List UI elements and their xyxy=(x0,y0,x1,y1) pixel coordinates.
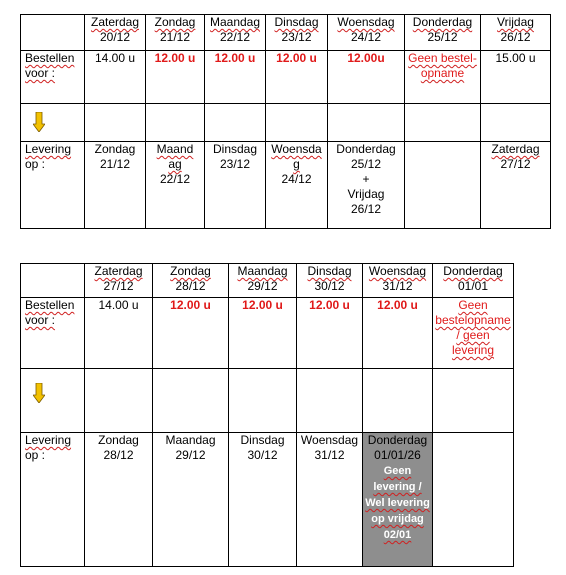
header-cell: Donderdag 25/12 xyxy=(405,15,481,51)
order-time: 12.00 u xyxy=(153,298,229,369)
header-cell: Vrijdag 26/12 xyxy=(481,15,551,51)
delivery-cell: Dinsdag 23/12 xyxy=(205,142,266,229)
header-cell: Zondag 21/12 xyxy=(146,15,205,51)
delivery-row xyxy=(21,142,551,229)
delivery-cell: Dinsdag 30/12 xyxy=(229,433,297,567)
down-arrow-icon xyxy=(33,112,45,132)
order-time: 12.00 u xyxy=(229,298,297,369)
order-time: 12.00 u xyxy=(266,51,328,104)
schedule-table-1 xyxy=(20,14,551,229)
order-row xyxy=(21,51,551,104)
arrow-row xyxy=(21,369,514,433)
header-cell: Donderdag 01/01 xyxy=(433,264,514,298)
order-time: 14.00 u xyxy=(85,51,146,104)
header-row xyxy=(21,15,551,51)
delivery-cell: Zondag 21/12 xyxy=(85,142,146,229)
order-time: 15.00 u xyxy=(481,51,551,104)
header-cell: Dinsdag 30/12 xyxy=(297,264,363,298)
delivery-cell: Woensda g 24/12 xyxy=(266,142,328,229)
header-row xyxy=(21,264,514,298)
header-cell: Woensdag 31/12 xyxy=(363,264,433,298)
header-cell: Zondag 28/12 xyxy=(153,264,229,298)
empty-corner-cell xyxy=(21,15,85,51)
delivery-cell-highlighted: Donderdag 01/01/26 Geen levering / Wel levering op vrijdag 02/01 xyxy=(363,433,433,567)
delivery-cell xyxy=(405,142,481,229)
header-cell: Maandag 29/12 xyxy=(229,264,297,298)
delivery-cell: Maandag 29/12 xyxy=(153,433,229,567)
down-arrow-icon xyxy=(33,383,45,403)
order-time: 12.00 u xyxy=(297,298,363,369)
delivery-cell: Donderdag 25/12 + Vrijdag 26/12 xyxy=(328,142,405,229)
order-time: 12.00u xyxy=(328,51,405,104)
delivery-cell: Woensdag 31/12 xyxy=(297,433,363,567)
order-time: 12.00 u xyxy=(363,298,433,369)
order-time: 12.00 u xyxy=(205,51,266,104)
delivery-cell: Zondag 28/12 xyxy=(85,433,153,567)
delivery-label: Levering op : xyxy=(21,142,85,229)
order-time: 12.00 u xyxy=(146,51,205,104)
delivery-cell: Zaterdag 27/12 xyxy=(481,142,551,229)
arrow-row xyxy=(21,104,551,142)
order-label: Bestellen voor : xyxy=(21,298,85,369)
order-time: Geen bestelopname / geen levering xyxy=(433,298,514,369)
order-row xyxy=(21,298,514,369)
delivery-label: Levering op : xyxy=(21,433,85,567)
header-cell: Woensdag 24/12 xyxy=(328,15,405,51)
arrow-cell xyxy=(21,369,85,433)
header-cell: Zaterdag 20/12 xyxy=(85,15,146,51)
empty-corner-cell xyxy=(21,264,85,298)
header-cell: Zaterdag 27/12 xyxy=(85,264,153,298)
order-time: Geen bestel-opname xyxy=(405,51,481,104)
order-time: 14.00 u xyxy=(85,298,153,369)
schedule-table-2 xyxy=(20,263,514,567)
delivery-row xyxy=(21,433,514,567)
order-label: Bestellen voor : xyxy=(21,51,85,104)
header-cell: Maandag 22/12 xyxy=(205,15,266,51)
delivery-cell xyxy=(433,433,514,567)
arrow-cell xyxy=(21,104,85,142)
header-cell: Dinsdag 23/12 xyxy=(266,15,328,51)
delivery-cell: Maand ag 22/12 xyxy=(146,142,205,229)
